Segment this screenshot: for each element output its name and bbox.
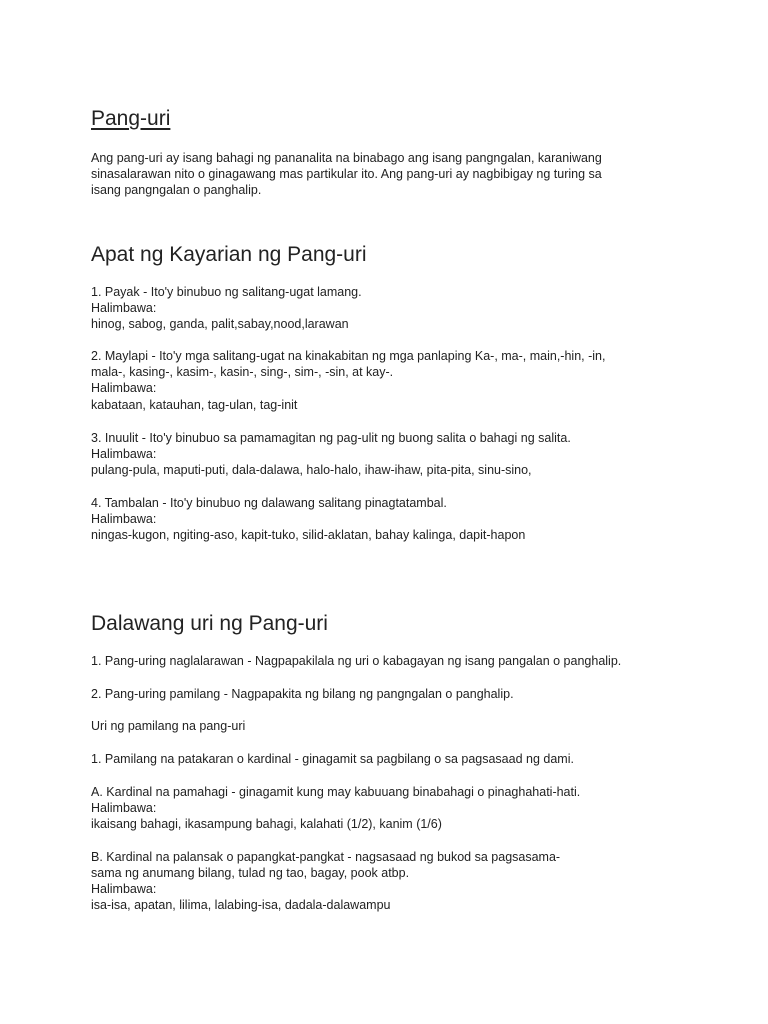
- kayarian-payak: 1. Payak - Ito'y binubuo ng salitang-ugat lamang.: [91, 285, 362, 299]
- pamilang-kardinal: 1. Pamilang na patakaran o kardinal - ginagamit sa pagbilang o sa pagsasaad ng dami.: [91, 752, 574, 766]
- example-label: Halimbawa:: [91, 381, 157, 395]
- example-label: Halimbawa:: [91, 882, 157, 896]
- example-list: pulang-pula, maputi-puti, dala-dalawa, halo-halo, ihaw-ihaw, pita-pita, sinu-sino,: [91, 463, 532, 477]
- intro-line: isang pangngalan o panghalip.: [91, 183, 262, 197]
- kayarian-maylapi-cont: mala-, kasing-, kasim-, kasin-, sing-, sim-, -sin, at kay-.: [91, 365, 394, 379]
- kayarian-inuulit: 3. Inuulit - Ito'y binubuo sa pamamagitan ng pag-ulit ng buong salita o bahagi ng salita.: [91, 431, 571, 445]
- example-label: Halimbawa:: [91, 301, 157, 315]
- intro-line: sinasalarawan nito o ginagawang mas partikular ito. Ang pang-uri ay nagbibigay ng turing sa: [91, 167, 602, 181]
- section-heading-dalawang-uri: Dalawang uri ng Pang-uri: [91, 612, 328, 635]
- page-title: Pang-uri: [91, 107, 171, 130]
- kardinal-pamahagi: A. Kardinal na pamahagi - ginagamit kung may kabuuang binabahagi o pinaghahati-hati.: [91, 785, 581, 799]
- subheading-pamilang: Uri ng pamilang na pang-uri: [91, 719, 246, 733]
- kayarian-tambalan: 4. Tambalan - Ito'y binubuo ng dalawang salitang pinagtatambal.: [91, 496, 447, 510]
- kardinal-palansak: B. Kardinal na palansak o papangkat-pangkat - nagsasaad ng bukod sa pagsasama-: [91, 850, 561, 864]
- kardinal-palansak-cont: sama ng anumang bilang, tulad ng tao, bagay, pook atbp.: [91, 866, 410, 880]
- example-list: isa-isa, apatan, lilima, lalabing-isa, dadala-dalawampu: [91, 898, 391, 912]
- example-list: hinog, sabog, ganda, palit,sabay,nood,larawan: [91, 317, 349, 331]
- example-list: ikaisang bahagi, ikasampung bahagi, kalahati (1/2), kanim (1/6): [91, 817, 442, 831]
- example-list: kabataan, katauhan, tag-ulan, tag-init: [91, 398, 298, 412]
- intro-line: Ang pang-uri ay isang bahagi ng pananalita na binabago ang isang pangngalan, karaniwang: [91, 151, 602, 165]
- uri-pamilang: 2. Pang-uring pamilang - Nagpapakita ng bilang ng pangngalan o panghalip.: [91, 687, 514, 701]
- example-list: ningas-kugon, ngiting-aso, kapit-tuko, silid-aklatan, bahay kalinga, dapit-hapon: [91, 528, 526, 542]
- example-label: Halimbawa:: [91, 512, 157, 526]
- example-label: Halimbawa:: [91, 801, 157, 815]
- uri-naglalarawan: 1. Pang-uring naglalarawan - Nagpapakilala ng uri o kabagayan ng isang pangalan o panghalip.: [91, 654, 622, 668]
- section-heading-kayarian: Apat ng Kayarian ng Pang-uri: [91, 243, 367, 266]
- example-label: Halimbawa:: [91, 447, 157, 461]
- kayarian-maylapi: 2. Maylapi - Ito'y mga salitang-ugat na kinakabitan ng mga panlaping Ka-, ma-, main,-hin, -in,: [91, 349, 606, 363]
